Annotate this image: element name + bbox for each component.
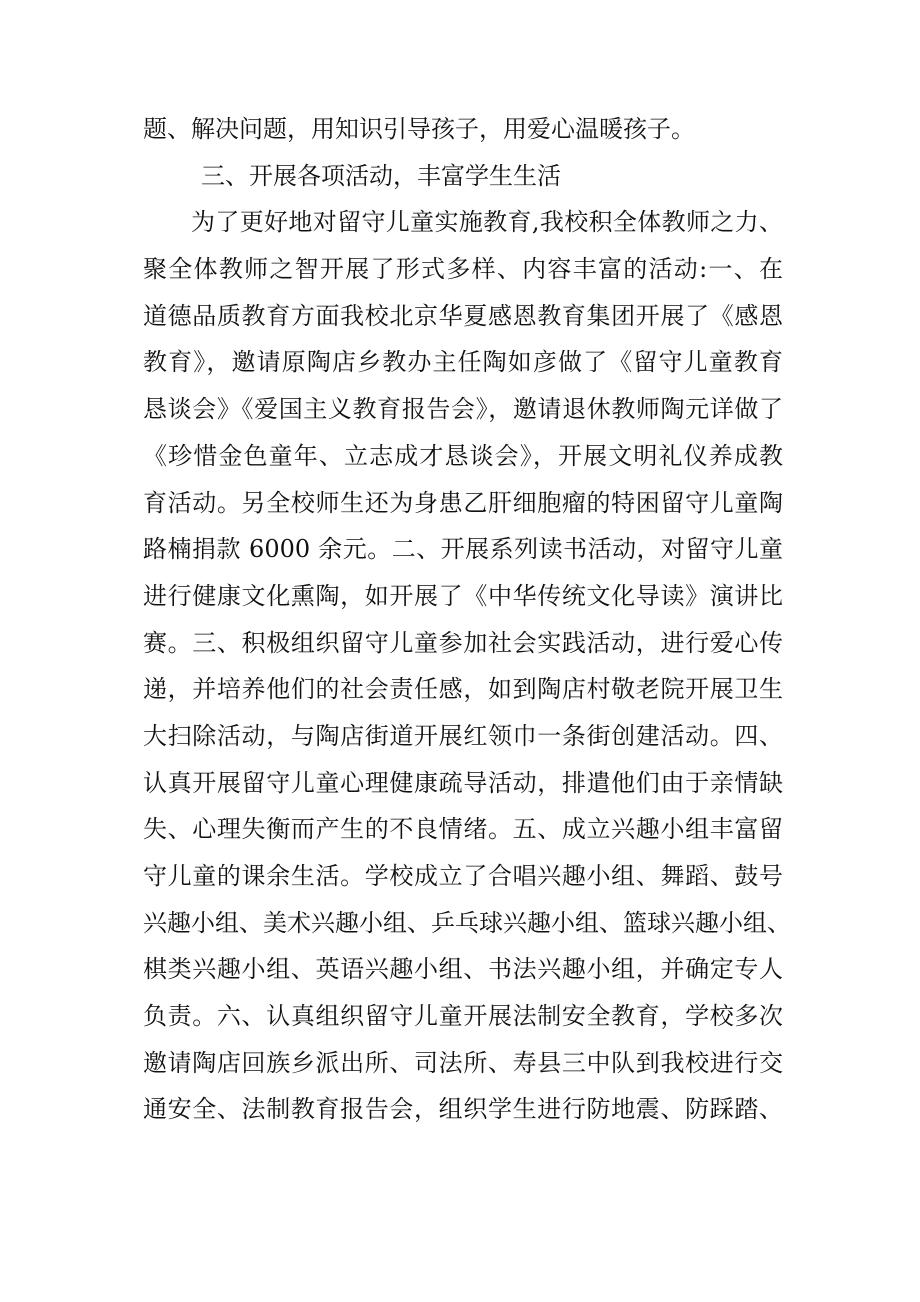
text-line: 《珍惜金色童年、立志成才恳谈会》，开展文明礼仪养成教 <box>143 441 783 470</box>
text-line: 教育》，邀请原陶店乡教办主任陶如彦做了《留守儿童教育 <box>143 348 783 377</box>
text-line: 认真开展留守儿童心理健康疏导活动，排遣他们由于亲情缺 <box>143 768 783 797</box>
text-line: 题、解决问题，用知识引导孩子，用爱心温暖孩子。 <box>143 115 695 143</box>
text-line: 聚全体教师之智开展了形式多样、内容丰富的活动:一、在 <box>143 255 783 284</box>
text-line: 递，并培养他们的社会责任感，如到陶店村敬老院开展卫生 <box>143 675 783 704</box>
text-line: 失、心理失衡而产生的不良情绪。五、成立兴趣小组丰富留 <box>143 815 783 844</box>
body-text <box>143 106 791 1133</box>
text-line: 负责。六、认真组织留守儿童开展法制安全教育，学校多次 <box>143 1002 783 1031</box>
text-line: 棋类兴趣小组、英语兴趣小组、书法兴趣小组，并确定专人 <box>143 955 783 984</box>
text-line: 大扫除活动，与陶店街道开展红领巾一条街创建活动。四、 <box>143 721 783 750</box>
text-line: 进行健康文化熏陶，如开展了《中华传统文化导读》演讲比 <box>143 581 783 610</box>
text-line: 邀请陶店回族乡派出所、司法所、寿县三中队到我校进行交 <box>143 1048 783 1077</box>
text-line: 路楠捐款 6000 余元。二、开展系列读书活动，对留守儿童 <box>143 535 783 564</box>
text-line: 育活动。另全校师生还为身患乙肝细胞瘤的特困留守儿童陶 <box>143 488 783 517</box>
text-line: 道德品质教育方面我校北京华夏感恩教育集团开展了《感恩 <box>143 301 783 330</box>
text-line: 守儿童的课余生活。学校成立了合唱兴趣小组、舞蹈、鼓号 <box>143 862 783 890</box>
text-line: 赛。三、积极组织留守儿童参加社会实践活动，进行爱心传 <box>143 628 783 657</box>
text-line: 恳谈会》《爱国主义教育报告会》，邀请退休教师陶元详做了 <box>143 395 783 424</box>
text-line: 兴趣小组、美术兴趣小组、乒乓球兴趣小组、篮球兴趣小组、 <box>143 908 791 937</box>
paragraph-first-line: 为了更好地对留守儿童实施教育,我校积全体教师之力、 <box>191 208 783 237</box>
section-heading: 三、开展各项活动，丰富学生生活 <box>201 161 561 190</box>
text-line: 通安全、法制教育报告会，组织学生进行防地震、防踩踏、 <box>143 1095 783 1124</box>
